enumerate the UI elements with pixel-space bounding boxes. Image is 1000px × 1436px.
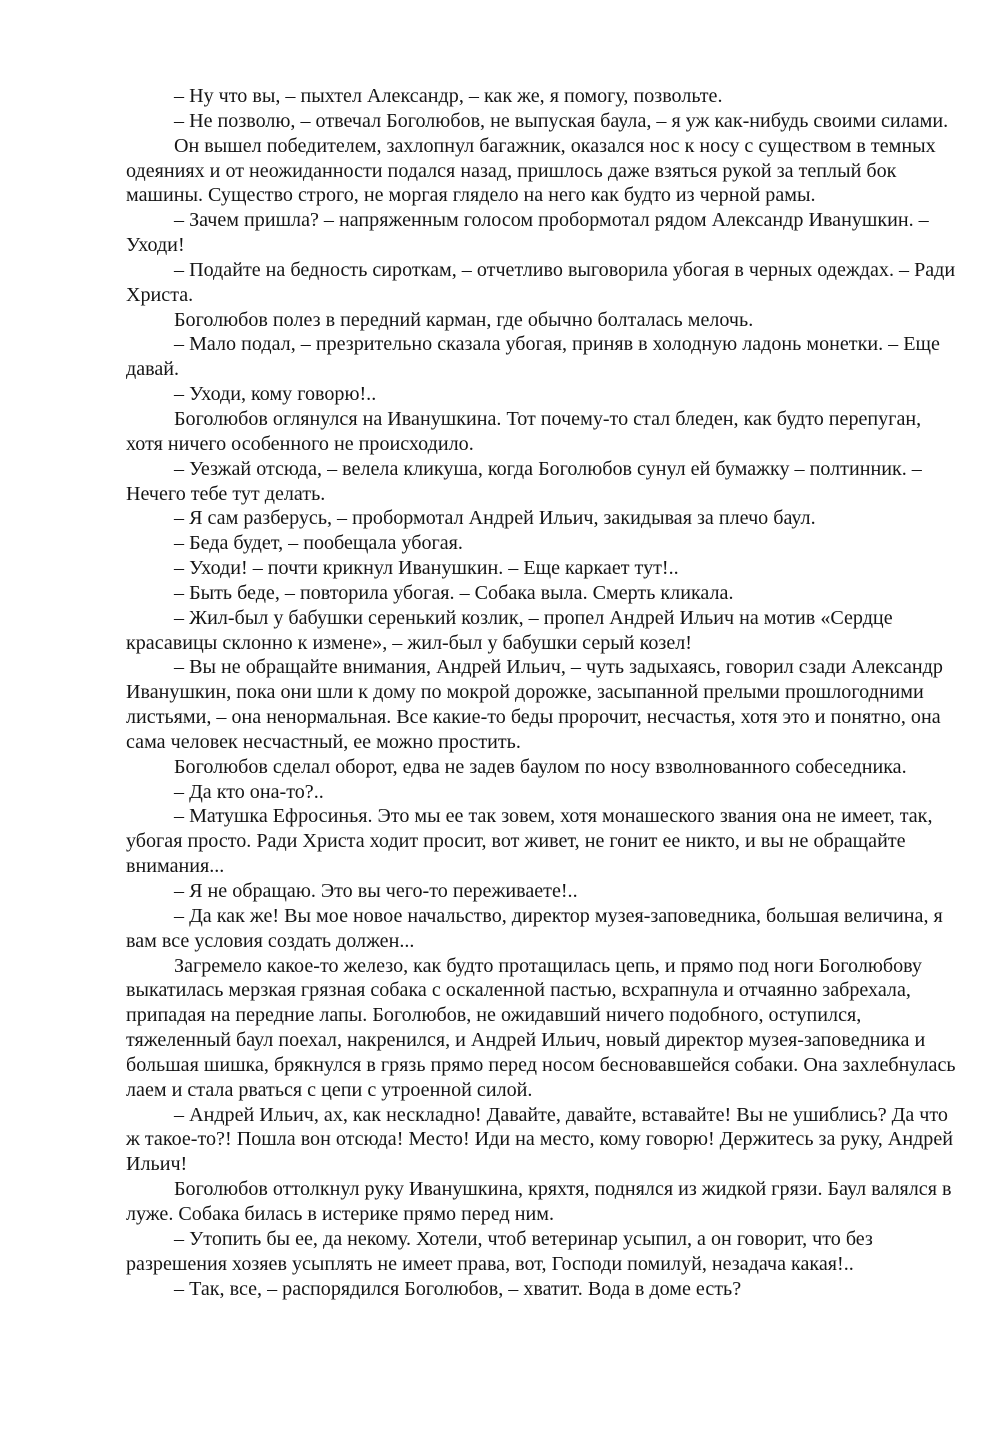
paragraph: – Утопить бы ее, да некому. Хотели, чтоб ветеринар усыпил, а он говорит, что без разрешения хозяев усыплять не имеет права, вот, Господи помилуй, незадача какая!.. xyxy=(126,1227,873,1275)
paragraph: – Уходи, кому говорю!.. xyxy=(174,383,377,406)
paragraph: – Не позволю, – отвечал Боголюбов, не выпуская баула, – я уж как-нибудь своими силами. xyxy=(174,109,949,132)
paragraph: – Подайте на бедность сироткам, – отчетливо выговорила убогая в черных одеждах. – Ради Христа. xyxy=(126,258,956,306)
paragraph: – Да кто она-то?.. xyxy=(174,780,324,803)
paragraph: – Зачем пришла? – напряженным голосом пробормотал рядом Александр Иванушкин. – Уходи! xyxy=(126,209,929,257)
paragraph: – Я не обращаю. Это вы чего-то переживаете!.. xyxy=(174,880,578,902)
paragraph: – Ну что вы, – пыхтел Александр, – как же, я помогу, позвольте. xyxy=(174,85,723,107)
paragraph: Загремело какое-то железо, как будто протащилась цепь, и прямо под ноги Боголюбову выкатилась мерзкая грязная собака с оскаленной пастью, всхрапнула и отчаянно забрехала, припадая на передние лапы. Боголюбов, не ожидавший ничего подобного, оступился, тяжеленный баул поехал, накренился, и Андрей Ильич, новый директор музея-заповедника и большая шишка, брякнулся в грязь прямо перед носом бесновавшейся собаки. Она захлебнулась лаем и стала рваться с цепи с утроенной силой. xyxy=(126,954,956,1101)
paragraph: – Так, все, – распорядился Боголюбов, – хватит. Вода в доме есть? xyxy=(174,1277,742,1300)
paragraph: – Уезжай отсюда, – велела кликуша, когда Боголюбов сунул ей бумажку – полтинник. – Нечего тебе тут делать. xyxy=(126,457,922,505)
paragraph: – Да как же! Вы мое новое начальство, директор музея-заповедника, большая величина, я вам все условия создать должен... xyxy=(126,904,943,952)
paragraph: – Уходи! – почти крикнул Иванушкин. – Еще каркает тут!.. xyxy=(174,557,679,580)
paragraph: Боголюбов сделал оборот, едва не задев баулом по носу взволнованного собеседника. xyxy=(174,755,907,778)
paragraph: – Андрей Ильич, ах, как нескладно! Давайте, давайте, вставайте! Вы не ушиблись? Да что ж такое-то?! Пошла вон отсюда! Место! Иди на место, кому говорю! Держитесь за руку, Андрей Ильич! xyxy=(126,1103,954,1176)
page-text xyxy=(126,84,962,1301)
paragraph: – Вы не обращайте внимания, Андрей Ильич, – чуть задыхаясь, говорил сзади Александр Иванушкин, пока они шли к дому по мокрой дорожке, засыпанной прелыми прошлогодними листьями, – она ненормальная. Все какие-то беды пророчит, несчастья, хотя это и понятно, она сама человек несчастный, ее можно простить. xyxy=(126,656,943,753)
paragraph: – Беда будет, – пообещала убогая. xyxy=(174,532,463,555)
paragraph: – Быть беде, – повторила убогая. – Собака выла. Смерть кликала. xyxy=(174,581,734,604)
paragraph: – Жил-был у бабушки серенький козлик, – пропел Андрей Ильич на мотив «Сердце красавицы склонно к измене», – жил-был у бабушки серый козел! xyxy=(126,606,893,654)
paragraph: Боголюбов полез в передний карман, где обычно болталась мелочь. xyxy=(174,308,754,331)
paragraph: Он вышел победителем, захлопнул багажник, оказался нос к носу с существом в темных одеяниях и от неожиданности подался назад, пришлось даже взяться рукой за теплый бок машины. Существо строго, не моргая глядело на него как будто из черной рамы. xyxy=(126,134,936,207)
paragraph: Боголюбов оглянулся на Иванушкина. Тот почему-то стал бледен, как будто перепуган, хотя ничего особенного не происходило. xyxy=(126,407,922,455)
paragraph: Боголюбов оттолкнул руку Иванушкина, кряхтя, поднялся из жидкой грязи. Баул валялся в луже. Собака билась в истерике прямо перед ним. xyxy=(126,1178,952,1225)
paragraph: – Матушка Ефросинья. Это мы ее так зовем, хотя монашеского звания она не имеет, так, убогая просто. Ради Христа ходит просит, вот живет, не гонит ее никто, и вы не обращайте внимания... xyxy=(126,805,933,878)
paragraph: – Я сам разберусь, – пробормотал Андрей Ильич, закидывая за плечо баул. xyxy=(174,507,816,530)
paragraph: – Мало подал, – презрительно сказала убогая, приняв в холодную ладонь монетки. – Еще давай. xyxy=(126,333,940,381)
